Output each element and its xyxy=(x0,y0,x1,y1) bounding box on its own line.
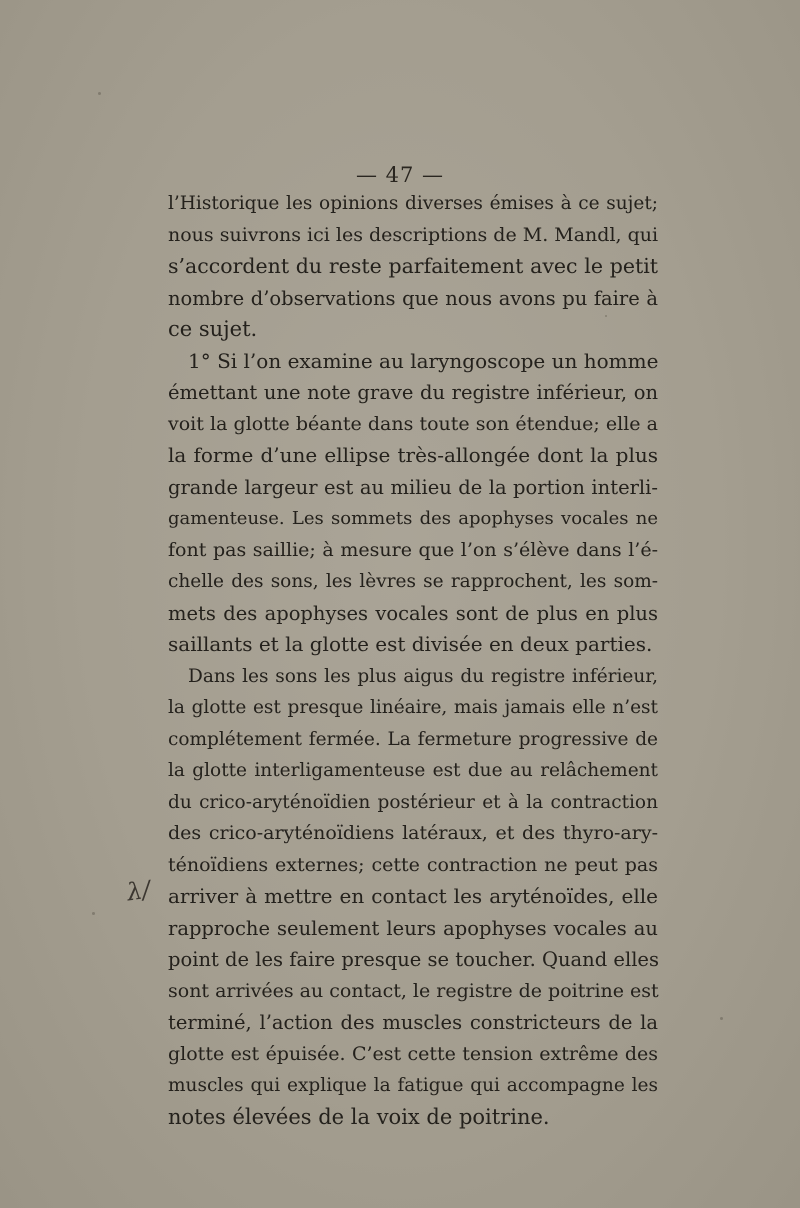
text-line: saillants et la glotte est divisée en deux parties. xyxy=(168,632,653,656)
text-line: chelle des sons, les lèvres se rapprochent, les som- xyxy=(168,571,658,592)
text-line: voit la glotte béante dans toute son étendue; elle a xyxy=(168,412,658,435)
text-line: 1° Si l’on examine au laryngoscope un homme xyxy=(188,348,659,373)
body-text xyxy=(168,188,658,1133)
text-line: ténoïdiens externes; cette contraction ne peut pas xyxy=(168,853,658,876)
text-line: sont arrivées au contact, le registre de poitrine est xyxy=(168,979,659,1002)
text-line: complétement fermée. La fermeture progressive de xyxy=(168,728,658,750)
text-line: l’Historique les opinions diverses émises à ce sujet; xyxy=(168,193,658,214)
text-line: glotte est épuisée. C’est cette tension extrême des xyxy=(168,1042,658,1065)
paper-speck xyxy=(720,1017,723,1020)
text-line: point de les faire presque se toucher. Quand elles xyxy=(168,948,659,971)
text-line: la forme d’une ellipse très-allongée dont la plus xyxy=(168,443,658,467)
text-line: nombre d’observations que nous avons pu faire à xyxy=(168,286,658,310)
text-line: la glotte est presque linéaire, mais jamais elle n’est xyxy=(168,697,658,718)
paper-speck xyxy=(92,912,95,915)
text-line: notes élevées de la voix de poitrine. xyxy=(168,1104,550,1129)
paper-speck xyxy=(98,92,101,95)
text-line: ce sujet. xyxy=(168,317,258,341)
text-line: nous suivrons ici les descriptions de M. Mandl, qui xyxy=(168,223,659,246)
text-line: mets des apophyses vocales sont de plus en plus xyxy=(168,601,658,625)
text-line: émettant une note grave du registre inférieur, on xyxy=(168,381,658,404)
text-line: la glotte interligamenteuse est due au relâchement xyxy=(168,760,658,781)
margin-handwritten-note: λ/ xyxy=(125,875,153,907)
text-line: s’accordent du reste parfaitement avec le petit xyxy=(168,254,658,278)
text-line: muscles qui explique la fatigue qui accompagne les xyxy=(168,1075,658,1096)
text-line: grande largeur est au milieu de la portion interli- xyxy=(168,475,658,499)
text-line: rapproche seulement leurs apophyses vocales au xyxy=(168,916,658,940)
text-line: terminé, l’action des muscles constricteurs de la xyxy=(168,1011,658,1034)
page-number: — 47 — xyxy=(355,163,445,187)
text-line: font pas saillie; à mesure que l’on s’élève dans l’é- xyxy=(168,538,658,561)
text-line: gamenteuse. Les sommets des apophyses vocales ne xyxy=(168,508,658,529)
text-line: des crico-aryténoïdiens latéraux, et des thyro-ary- xyxy=(168,822,658,844)
text-line: arriver à mettre en contact les aryténoïdes, elle xyxy=(168,884,658,908)
text-line: Dans les sons les plus aigus du registre inférieur, xyxy=(188,665,658,687)
text-line: du crico-aryténoïdien postérieur et à la contraction xyxy=(168,791,658,813)
